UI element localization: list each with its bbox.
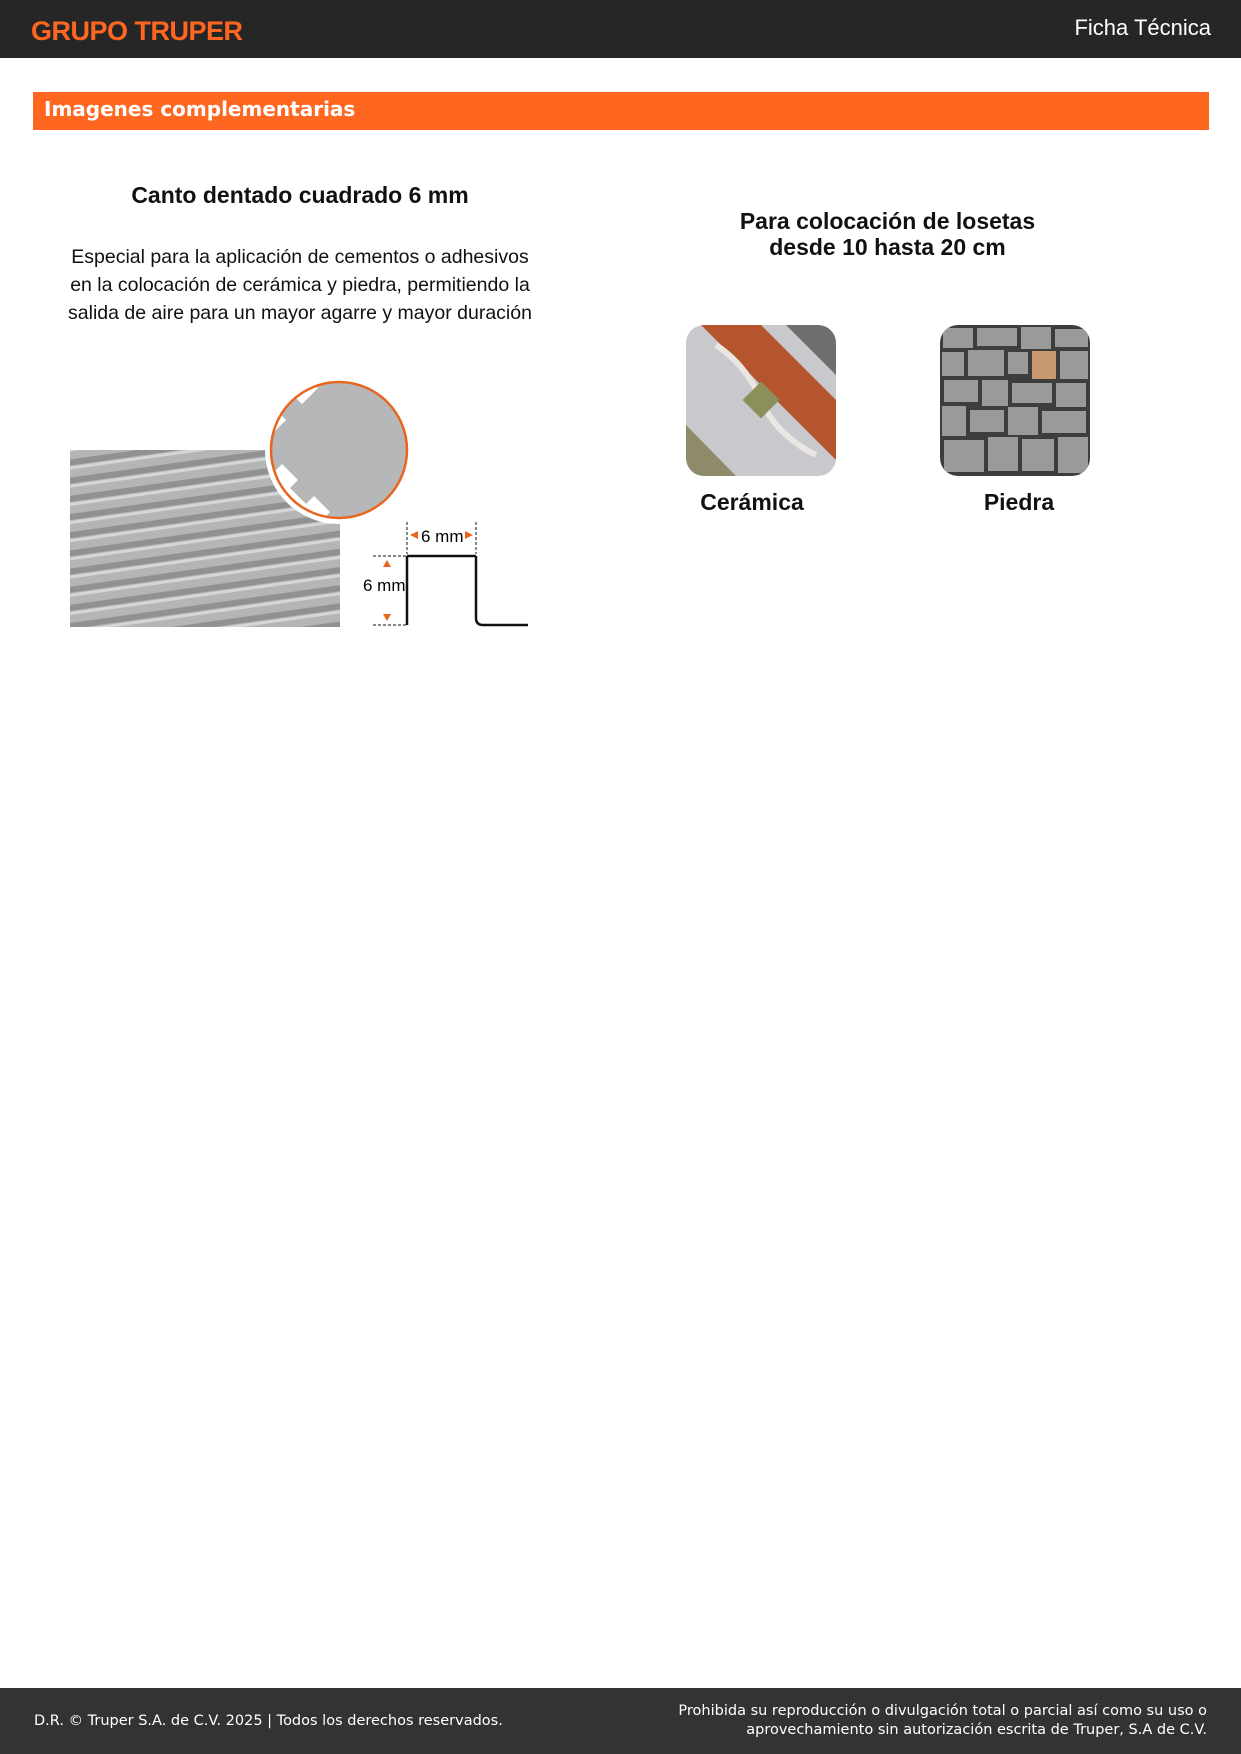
trowel-illustration bbox=[60, 370, 540, 640]
header bbox=[0, 0, 1241, 58]
trowel-description bbox=[40, 243, 560, 327]
legal-notice bbox=[678, 1702, 1207, 1740]
title-line: Para colocación de losetas bbox=[739, 208, 1036, 234]
stone-label: Piedra bbox=[983, 489, 1055, 515]
logo: GRUPO TRUPER bbox=[31, 16, 243, 46]
height-dimension-label: 6 mm bbox=[363, 576, 406, 595]
description-line: salida de aire para un mayor agarre y mayor duración bbox=[68, 302, 532, 324]
tile-size-title bbox=[660, 208, 1115, 260]
legal-line: Prohibida su reproducción o divulgación total o parcial así como su uso o bbox=[678, 1703, 1207, 1719]
trowel-edge-title: Canto dentado cuadrado 6 mm bbox=[131, 182, 469, 208]
width-dimension-label: 6 mm bbox=[421, 527, 464, 546]
description-line: en la colocación de cerámica y piedra, permitiendo la bbox=[70, 274, 530, 296]
section-title: Imagenes complementarias bbox=[33, 92, 1209, 130]
document-type: Ficha Técnica bbox=[1074, 15, 1211, 40]
description-line: Especial para la aplicación de cementos o adhesivos bbox=[71, 246, 529, 268]
legal-line: aprovechamiento sin autorización escrita de Truper, S.A de C.V. bbox=[746, 1722, 1207, 1738]
stone-wall-image bbox=[940, 325, 1090, 476]
title-line: desde 10 hasta 20 cm bbox=[769, 234, 1006, 260]
footer bbox=[0, 1688, 1241, 1754]
ceramic-tile-image bbox=[686, 325, 836, 476]
ceramic-label: Cerámica bbox=[700, 489, 804, 515]
copyright-text: D.R. © Truper S.A. de C.V. 2025 | Todos los derechos reservados. bbox=[34, 1713, 503, 1729]
